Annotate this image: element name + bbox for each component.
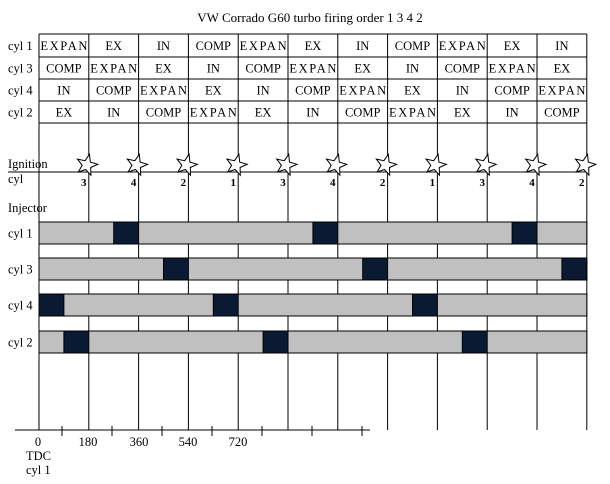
stroke-cell: COMP xyxy=(544,105,580,120)
stroke-cell: COMP xyxy=(494,83,530,98)
ignition-cylinder-number: 2 xyxy=(379,177,386,189)
injector-bar xyxy=(39,258,587,280)
stroke-cell: IN xyxy=(505,105,519,120)
ignition-cylinder-number: 4 xyxy=(130,177,137,189)
stroke-cell: COMP xyxy=(295,83,331,98)
ignition-cylinder-number: 3 xyxy=(81,177,87,189)
stroke-cell: COMP xyxy=(444,61,481,76)
injector-pulse xyxy=(512,222,537,244)
stroke-cell: IN xyxy=(206,61,220,76)
axis-tick-label: 180 xyxy=(78,435,98,449)
ignition-cylinder-number: 3 xyxy=(280,177,286,189)
ignition-cylinder-number: 1 xyxy=(429,177,436,189)
ignition-cylinder-number: 2 xyxy=(579,177,585,189)
stroke-cell: EX xyxy=(155,61,172,76)
injector-timeline xyxy=(8,201,587,353)
stroke-cell: EX xyxy=(204,83,222,98)
injector-row-label: cyl 3 xyxy=(8,262,33,277)
stroke-cell: EXPAN xyxy=(438,39,486,53)
stroke-cell: EX xyxy=(404,83,421,98)
stroke-cell: EX xyxy=(553,61,571,76)
stroke-cell: EXPAN xyxy=(389,105,436,120)
axis-origin-label-cyl: cyl 1 xyxy=(26,463,51,477)
injector-pulse xyxy=(313,222,338,244)
ignition-cylinder-number: 2 xyxy=(180,177,187,189)
stroke-cell: EX xyxy=(503,39,521,53)
stroke-cell: EXPAN xyxy=(538,83,586,98)
diagram-title: VW Corrado G60 turbo firing order 1 3 4 2 xyxy=(197,10,423,25)
ignition-cyl-label: cyl xyxy=(8,172,24,186)
ignition-label: Ignition xyxy=(8,157,48,171)
injector-label: Injector xyxy=(8,201,47,215)
injector-row-label: cyl 1 xyxy=(8,226,33,241)
injector-pulse xyxy=(562,258,587,280)
stroke-cell: IN xyxy=(455,83,469,98)
injector-pulse xyxy=(363,258,388,280)
stroke-row-label: cyl 1 xyxy=(8,39,33,53)
injector-pulse xyxy=(39,294,64,316)
injector-pulse xyxy=(413,294,438,316)
axis-origin-label-tdc: TDC xyxy=(26,449,51,463)
ignition-cylinder-number: 1 xyxy=(230,177,236,189)
injector-bar xyxy=(39,331,587,353)
stroke-cell: COMP xyxy=(344,105,381,120)
stroke-cell: COMP xyxy=(245,61,281,76)
stroke-cell: IN xyxy=(405,61,420,76)
ignition-cylinder-number: 4 xyxy=(330,177,336,189)
injector-row-label: cyl 4 xyxy=(8,298,33,313)
injector-pulse xyxy=(164,258,189,280)
stroke-cell: COMP xyxy=(145,105,182,120)
stroke-cell: COMP xyxy=(195,39,232,53)
stroke-cell: EX xyxy=(453,105,471,120)
stroke-cell: IN xyxy=(107,105,121,120)
axis-tick-label: 0 xyxy=(34,435,42,449)
injector-pulse xyxy=(462,331,487,353)
stroke-cell: IN xyxy=(57,83,71,98)
stroke-cell: EX xyxy=(304,39,322,53)
ignition-cylinder-number: 3 xyxy=(479,177,485,189)
stroke-cell: COMP xyxy=(95,83,132,98)
stroke-cell: EX xyxy=(55,105,73,120)
stroke-cell: COMP xyxy=(46,61,82,76)
injector-bar xyxy=(39,294,587,316)
stroke-cell: EXPAN xyxy=(239,39,287,53)
stroke-row-label: cyl 2 xyxy=(8,105,33,120)
stroke-row-label: cyl 4 xyxy=(8,83,33,98)
crank-angle-axis xyxy=(15,426,370,477)
injector-pulse xyxy=(213,294,238,316)
ignition-cylinder-number: 4 xyxy=(529,177,535,189)
stroke-cell: EXPAN xyxy=(140,83,187,98)
stroke-cell: EXPAN xyxy=(189,105,237,120)
axis-tick-label: 720 xyxy=(228,435,248,449)
axis-tick-label: 540 xyxy=(178,435,198,449)
axis-tick-label: 360 xyxy=(129,435,149,449)
ignition-row xyxy=(8,154,596,189)
injector-pulse xyxy=(263,331,288,353)
stroke-cell: IN xyxy=(555,39,569,53)
injector-row-label: cyl 2 xyxy=(8,335,33,350)
stroke-cell: EXPAN xyxy=(339,83,387,98)
stroke-cell: IN xyxy=(356,39,370,53)
stroke-cell: EX xyxy=(105,39,123,53)
stroke-cell: IN xyxy=(156,39,171,53)
stroke-cell: COMP xyxy=(394,39,431,53)
stroke-cell: EX xyxy=(254,105,272,120)
stroke-cell: EX xyxy=(354,61,372,76)
stroke-cell: IN xyxy=(256,83,270,98)
stroke-row-label: cyl 3 xyxy=(8,61,33,76)
stroke-cell: EXPAN xyxy=(90,61,138,76)
injector-pulse xyxy=(64,331,89,353)
stroke-cell: EXPAN xyxy=(40,39,88,53)
stroke-cell: EXPAN xyxy=(488,61,536,76)
stroke-cell: IN xyxy=(306,105,320,120)
injector-pulse xyxy=(114,222,139,244)
stroke-cell: EXPAN xyxy=(289,61,337,76)
